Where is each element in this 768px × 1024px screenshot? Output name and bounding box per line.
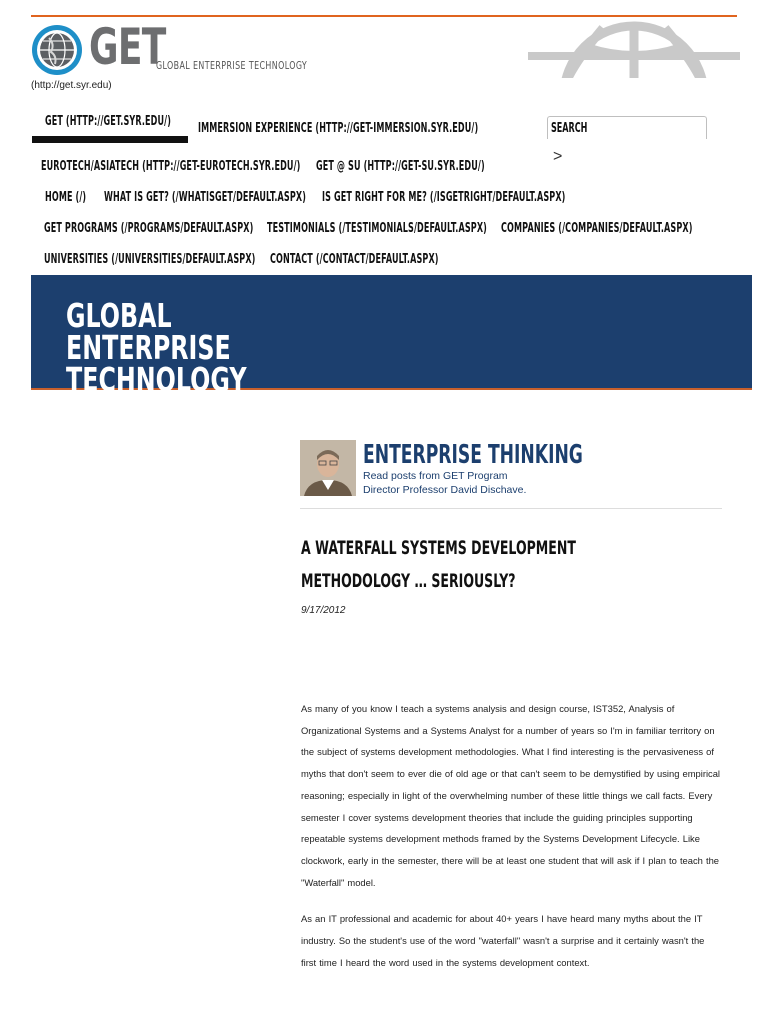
nav-link-eurotech[interactable]: EUROTECH/ASIATECH (HTTP://GET-EUROTECH.SYR.EDU/) xyxy=(41,159,301,174)
post-date: 9/17/2012 xyxy=(301,605,346,616)
nav-link-programs[interactable]: GET PROGRAMS (/PROGRAMS/DEFAULT.ASPX) xyxy=(44,221,254,236)
search-submit-button[interactable]: > xyxy=(553,148,563,165)
nav-link-what-is-get[interactable]: WHAT IS GET? (/WHATISGET/DEFAULT.ASPX) xyxy=(104,190,307,205)
nav-link-get[interactable]: GET (HTTP://GET.SYR.EDU/) xyxy=(45,114,172,129)
nav-link-get-at-su[interactable]: GET @ SU (HTTP://GET-SU.SYR.EDU/) xyxy=(316,159,485,174)
nav-link-immersion[interactable]: IMMERSION EXPERIENCE (HTTP://GET-IMMERSION.SYR.EDU/) xyxy=(198,121,479,136)
search-placeholder: SEARCH xyxy=(551,121,588,136)
logo-wordmark: GET xyxy=(89,18,166,76)
author-photo xyxy=(300,440,356,496)
nav-link-is-get-right[interactable]: IS GET RIGHT FOR ME? (/ISGETRIGHT/DEFAULT.ASPX) xyxy=(322,190,566,205)
nav-active-indicator xyxy=(32,136,188,143)
header-top-rule xyxy=(31,15,737,17)
nav-link-home[interactable]: HOME (/) xyxy=(45,190,87,205)
logo-url[interactable]: (http://get.syr.edu) xyxy=(31,80,112,91)
divider xyxy=(300,508,722,509)
nav-link-testimonials[interactable]: TESTIMONIALS (/TESTIMONIALS/DEFAULT.ASPX) xyxy=(267,221,487,236)
logo-subtitle: GLOBAL ENTERPRISE TECHNOLOGY xyxy=(156,59,308,72)
post-paragraph: As an IT professional and academic for about 40+ years I have heard many myths about the IT industry. So the student's use of the word "waterfall" wasn't a surprise and it certainly wasn't the first time I heard the word used in the systems development context. xyxy=(301,913,705,968)
nav-link-companies[interactable]: COMPANIES (/COMPANIES/DEFAULT.ASPX) xyxy=(501,221,693,236)
nav-link-universities[interactable]: UNIVERSITIES (/UNIVERSITIES/DEFAULT.ASPX) xyxy=(44,252,256,267)
post-paragraph: As many of you know I teach a systems analysis and design course, IST352, Analysis of Organizational Systems and a Systems Analyst for a number of years so I'm in familiar territory on the subject of systems development methodologies. What I find interesting is the pervasiveness of myths that don't seem to ever die of old age or that can't seem to be demystified by using empirical reasoning; especially in light of the overwhelming number of these little things we call facts. Every semester I cover systems development theories that include the guiding principles supporting repeatable systems development methods framed by the Systems Development Lifecycle. Like clockwork, early in the semester, there will be at least one student that will ask if I plan to teach the "Waterfall" model. xyxy=(301,703,721,888)
post-title: A WATERFALL SYSTEMS DEVELOPMENT METHODOLOGY … SERIOUSLY? xyxy=(301,537,576,592)
search-input[interactable] xyxy=(547,116,707,139)
header-globe-graphic xyxy=(528,18,740,78)
nav-link-contact[interactable]: CONTACT (/CONTACT/DEFAULT.ASPX) xyxy=(270,252,439,267)
post-body xyxy=(301,698,722,988)
blog-subtitle: Read posts from GET Program Director Professor David Dischave. xyxy=(363,470,527,496)
blog-heading: ENTERPRISE THINKING xyxy=(363,440,583,470)
banner-title: GLOBAL ENTERPRISE TECHNOLOGY xyxy=(66,296,247,399)
globe-icon xyxy=(31,24,83,76)
